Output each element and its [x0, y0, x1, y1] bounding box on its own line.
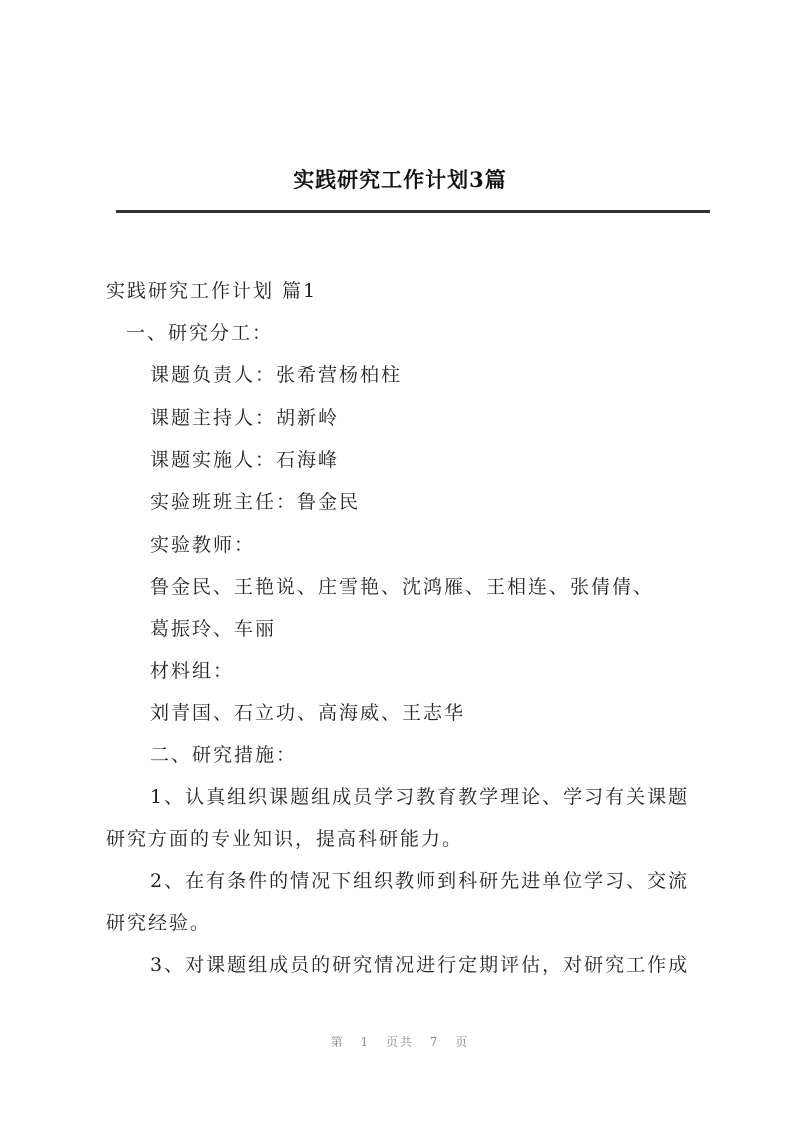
- section-heading: 实践研究工作计划 篇1: [106, 280, 318, 302]
- experiment-teachers-list-cont: 葛振玲、车丽: [150, 618, 277, 640]
- part2-heading: 二、研究措施：: [150, 744, 298, 766]
- measure-2: 2、在有条件的情况下组织教师到科研先进单位学习、交流: [150, 870, 690, 892]
- class-teacher-line: 实验班班主任：鲁金民: [150, 491, 361, 513]
- title-divider: [116, 210, 710, 213]
- footer-end-label: 页: [455, 1035, 470, 1049]
- footer-of-label: 页共: [385, 1035, 414, 1049]
- measure-1: 1、认真组织课题组成员学习教育教学理论、学习有关课题: [150, 786, 690, 808]
- measure-1-cont: 研究方面的专业知识，提高科研能力。: [106, 828, 464, 850]
- footer-page-label: 第: [330, 1035, 345, 1049]
- measure-2-cont: 研究经验。: [106, 912, 212, 934]
- materials-group-label: 材料组：: [150, 660, 235, 682]
- footer-current-page: 1: [360, 1035, 371, 1049]
- project-leader-line: 课题负责人：张希营杨柏柱: [150, 364, 403, 386]
- project-implementer-line: 课题实施人：石海峰: [150, 449, 340, 471]
- part1-heading: 一、研究分工：: [126, 322, 274, 344]
- materials-group-list: 刘青国、石立功、高海威、王志华: [150, 702, 466, 724]
- page-footer: [0, 1033, 800, 1050]
- measure-3: 3、对课题组成员的研究情况进行定期评估，对研究工作成: [150, 954, 690, 976]
- experiment-teachers-list: 鲁金民、王艳说、庄雪艳、沈鸿雁、王相连、张倩倩、: [150, 576, 655, 598]
- project-host-line: 课题主持人：胡新岭: [150, 407, 340, 429]
- experiment-teachers-label: 实验教师：: [150, 534, 256, 556]
- document-title: 实践研究工作计划3篇: [293, 167, 507, 192]
- footer-total-pages: 7: [429, 1035, 440, 1049]
